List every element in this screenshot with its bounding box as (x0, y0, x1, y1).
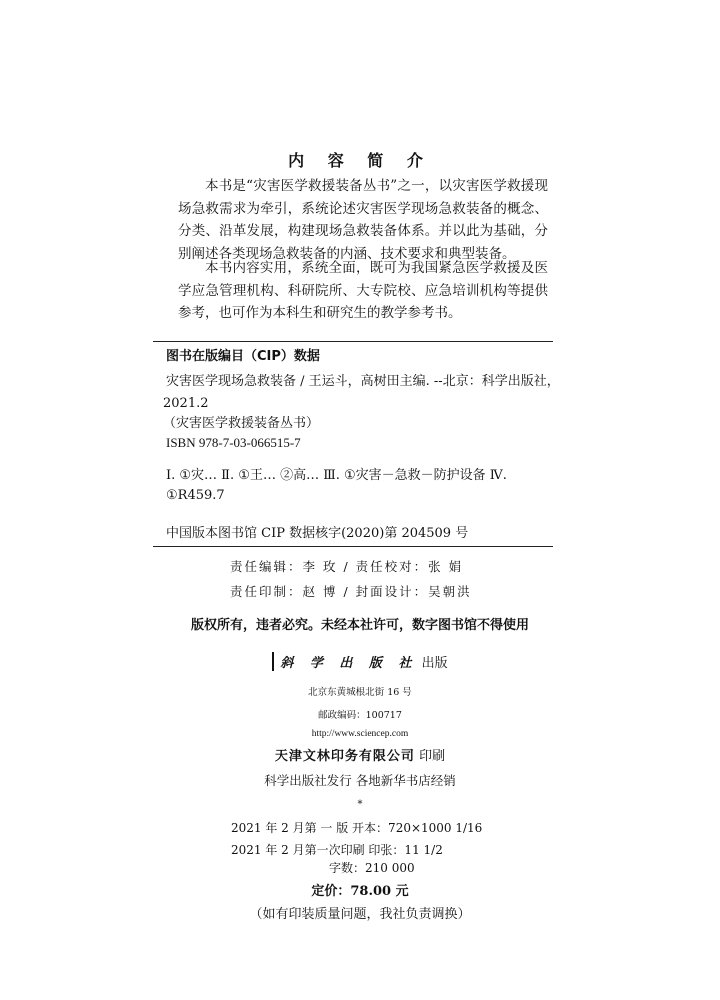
cip-number: 中国版本图书馆 CIP 数据核字(2020)第 204509 号 (166, 526, 469, 541)
summary-paragraph-2-text: 本书内容实用，系统全面，既可为我国紧急医学救援及医学应急管理机构、科研院所、大专院校、应急培训机构等提供参考，也可作为本科生和研究生的教学参考书。 (178, 260, 548, 321)
top-divider (153, 341, 553, 342)
separator-star: * (357, 799, 363, 810)
cip-classification-line-2: ①R459.7 (166, 488, 225, 503)
printer-line (0, 745, 720, 764)
publisher-url: http://www.sciencep.com (311, 729, 409, 739)
publisher-address: 北京东黄城根北街 16 号 (308, 687, 412, 698)
summary-paragraph-1 (178, 175, 548, 265)
bottom-divider (153, 546, 553, 547)
staff-line-2: 责任印制：赵 博 / 封面设计：吴朝洪 (230, 584, 472, 599)
publisher-line (0, 652, 720, 671)
cip-year: 2021.2 (163, 396, 209, 411)
summary-paragraph-1-text: 本书是“灾害医学救援装备丛书”之一，以灾害医学救援现场急救需求为牵引，系统论述灾害医学现场急救装备的概念、分类、沿革发展，构建现场急救装备体系。并以此为基础，分别阐述各类现场急救装备的内涵、技术要求和典型装备。 (178, 178, 548, 262)
cip-isbn: ISBN 978-7-03-066515-7 (166, 435, 301, 450)
staff-line-1: 责任编辑：李 玫 / 责任校对：张 娟 (230, 559, 464, 574)
publisher-logo: 斜 学 出 版 社 (272, 652, 417, 671)
printer-name: 天津文林印务有限公司 (274, 749, 415, 764)
rights-notice: 版权所有，违者必究。未经本社许可，数字图书馆不得使用 (190, 618, 529, 633)
publisher-suffix: 出版 (421, 656, 448, 671)
edition-line-2: 2021 年 2 月第一次印刷 印张：11 1/2 (231, 843, 443, 857)
price: 定价：78.00 元 (311, 884, 409, 899)
word-count: 字数：210 000 (329, 861, 415, 875)
edition-line-1: 2021 年 2 月第 一 版 开本：720×1000 1/16 (231, 821, 483, 835)
printer-suffix: 印刷 (419, 749, 446, 764)
summary-paragraph-2 (178, 257, 548, 325)
cip-heading: 图书在版编目（CIP）数据 (166, 349, 320, 364)
summary-title: 内 容 简 介 (288, 151, 432, 170)
cip-classification-line-1: Ⅰ. ①灾… Ⅱ. ①王… ②高… Ⅲ. ①灾害－急救－防护设备 Ⅳ. (166, 468, 507, 483)
publisher-postcode: 邮政编码：100717 (318, 710, 402, 721)
exchange-note: （如有印装质量问题，我社负责调换） (249, 907, 471, 922)
distribution-line: 科学出版社发行 各地新华书店经销 (264, 773, 456, 788)
cip-title-line: 灾害医学现场急救装备 / 王运斗，高树田主编. --北京：科学出版社， (166, 374, 560, 389)
cip-series: （灾害医学救援装备丛书） (163, 416, 320, 431)
